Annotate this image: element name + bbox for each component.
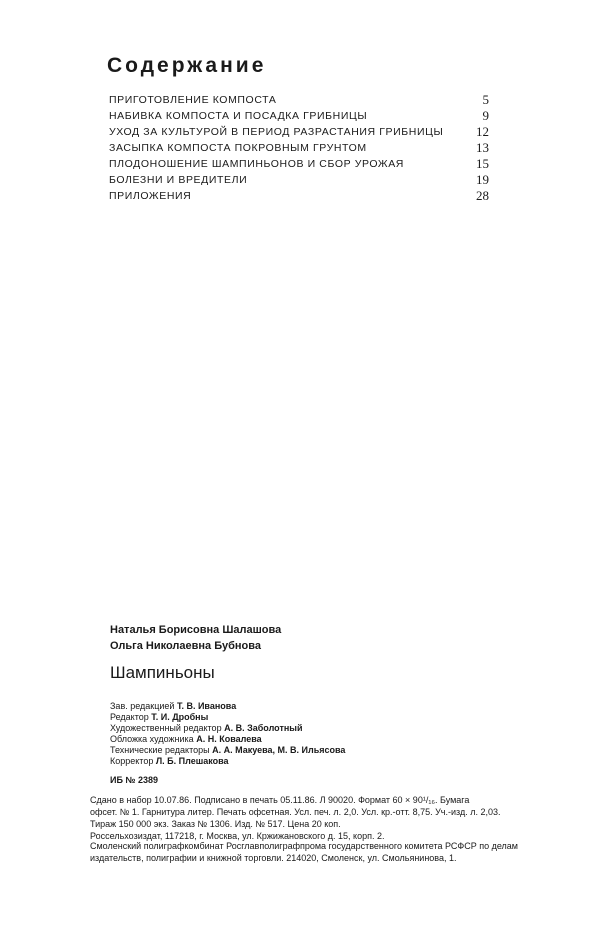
imprint-line: Тираж 150 000 экз. Заказ № 1306. Изд. № 517. Цена 20 коп.	[90, 819, 341, 829]
author-name: Наталья Борисовна Шалашова	[110, 624, 282, 636]
printer-line: издательств, полиграфии и книжной торговли. 214020, Смоленск, ул. Смольянинова, 1.	[90, 853, 457, 863]
toc-entry	[109, 188, 489, 204]
toc-entry	[109, 172, 489, 188]
toc-entry	[109, 92, 489, 108]
credit-line	[110, 723, 345, 734]
credit-person: А. Н. Ковалева	[196, 734, 262, 744]
printer-line: Смоленский полиграфкомбинат Росглавполиграфпрома государственного комитета РСФСР по делам	[90, 841, 518, 851]
imprint-line: офсет. № 1. Гарнитура литер. Печать офсетная. Усл. печ. л. 2,0. Усл. кр.-отт. 8,75. Уч.-изд. л. 2,03.	[90, 807, 501, 817]
toc-entry-label: ПЛОДОНОШЕНИЕ ШАМПИНЬОНОВ И СБОР УРОЖАЯ	[109, 158, 404, 170]
credit-role: Художественный редактор	[110, 723, 222, 733]
toc-entry	[109, 140, 489, 156]
editorial-credits	[110, 701, 345, 767]
toc-entry-page: 9	[482, 108, 489, 123]
imprint-line: Сдано в набор 10.07.86. Подписано в печать 05.11.86. Л 90020. Формат 60 × 90¹/₁₆. Бумага	[90, 795, 470, 805]
toc-entry	[109, 156, 489, 172]
toc-entry-page: 19	[476, 172, 489, 187]
credit-role: Обложка художника	[110, 734, 194, 744]
ib-number: ИБ № 2389	[110, 775, 158, 785]
toc-entry-page: 15	[476, 156, 489, 171]
table-of-contents	[109, 92, 489, 204]
toc-entry-page: 5	[482, 92, 489, 107]
credit-role: Редактор	[110, 712, 149, 722]
toc-entry-label: ПРИЛОЖЕНИЯ	[109, 190, 192, 202]
credit-role: Корректор	[110, 756, 154, 766]
credit-person: Л. Б. Плешакова	[155, 756, 229, 766]
credit-line	[110, 756, 345, 767]
toc-entry-label: НАБИВКА КОМПОСТА И ПОСАДКА ГРИБНИЦЫ	[109, 110, 368, 122]
toc-entry-page: 28	[476, 188, 489, 203]
credit-line	[110, 712, 345, 723]
book-title: Шампиньоны	[110, 663, 215, 682]
toc-entry	[109, 124, 489, 140]
credit-role: Технические редакторы	[110, 745, 210, 755]
toc-entry-label: БОЛЕЗНИ И ВРЕДИТЕЛИ	[109, 174, 248, 186]
credit-person: А. А. Макуева, М. В. Ильясова	[212, 745, 346, 755]
credit-line	[110, 745, 345, 756]
imprint-block	[90, 794, 540, 842]
credit-person: А. В. Заболотный	[224, 723, 303, 733]
printer-block	[90, 840, 540, 864]
credit-line	[110, 734, 345, 745]
authors	[110, 622, 281, 654]
toc-entry	[109, 108, 489, 124]
credit-person: Т. И. Дробны	[151, 712, 209, 722]
toc-entry-page: 12	[476, 124, 489, 139]
credit-role: Зав. редакцией	[110, 701, 175, 711]
toc-entry-page: 13	[476, 140, 489, 155]
author-name: Ольга Николаевна Бубнова	[110, 640, 262, 652]
toc-title: Содержание	[107, 54, 267, 77]
credit-line	[110, 701, 345, 712]
credit-person: Т. В. Иванова	[176, 701, 237, 711]
toc-entry-label: ПРИГОТОВЛЕНИЕ КОМПОСТА	[109, 94, 277, 106]
imprint-line: Россельхозиздат, 117218, г. Москва, ул. Кржижановского д. 15, корп. 2.	[90, 831, 385, 841]
toc-entry-label: ЗАСЫПКА КОМПОСТА ПОКРОВНЫМ ГРУНТОМ	[109, 142, 367, 154]
toc-entry-label: УХОД ЗА КУЛЬТУРОЙ В ПЕРИОД РАЗРАСТАНИЯ ГРИБНИЦЫ	[109, 126, 444, 138]
